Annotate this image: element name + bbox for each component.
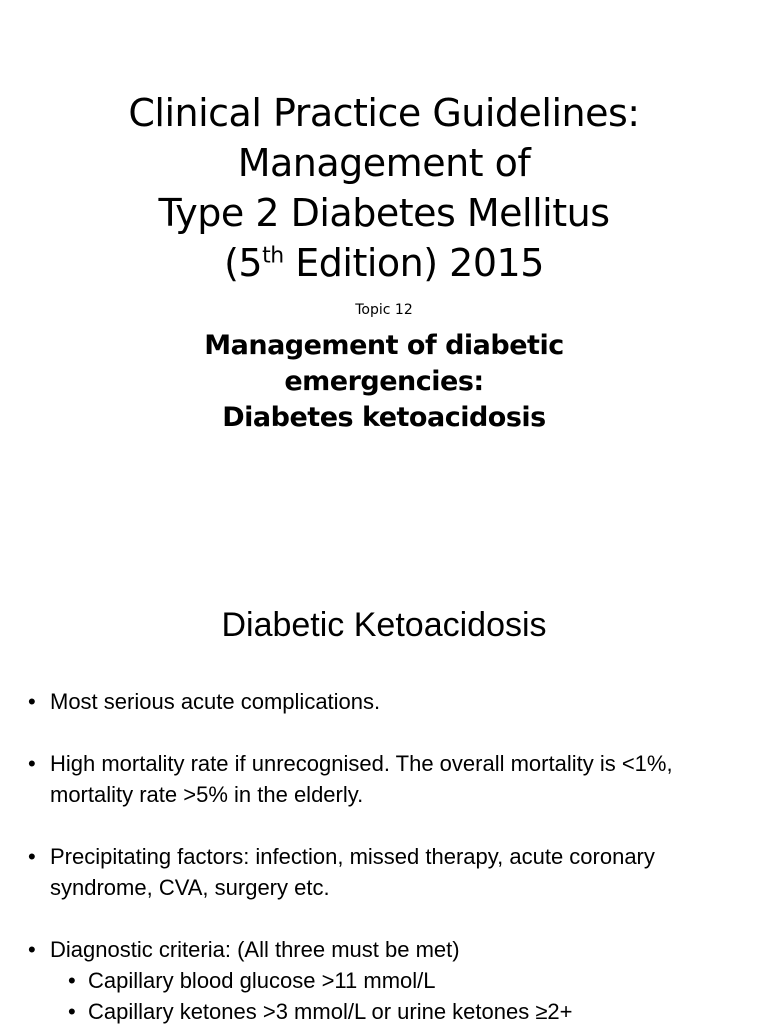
title-line-4-prefix: (5	[224, 241, 263, 285]
sub-bullet-list	[50, 965, 728, 1024]
title-line-1: Clinical Practice Guidelines:	[128, 91, 640, 135]
title-line-2: Management of	[237, 141, 531, 185]
subtitle-line-1: Management of diabetic	[204, 330, 564, 361]
bullet-item: • Most serious acute complications.	[28, 686, 728, 717]
bullet-item: • Precipitating factors: infection, missed therapy, acute coronary syndrome, CVA, surgery etc.	[28, 841, 728, 903]
subtitle-line-3: Diabetes ketoacidosis	[222, 402, 546, 433]
subtitle-line-2: emergencies:	[284, 366, 484, 397]
slide1-subtitle	[0, 328, 768, 436]
slide1-title	[0, 88, 768, 288]
sub-bullet-item: • Capillary ketones >3 mmol/L or urine ketones ≥2+	[50, 996, 728, 1024]
title-line-4-suffix: Edition) 2015	[283, 241, 544, 285]
bullet-item-with-subitems	[28, 934, 728, 1024]
title-line-3: Type 2 Diabetes Mellitus	[158, 191, 610, 235]
title-line-4-superscript: th	[262, 243, 284, 269]
bullet-item-text: • Diagnostic criteria: (All three must be met)	[50, 937, 460, 962]
bullet-item: • High mortality rate if unrecognised. The overall mortality is <1%, mortality rate >5% in the elderly.	[28, 748, 728, 810]
sub-bullet-item: • Capillary blood glucose >11 mmol/L	[50, 965, 728, 996]
slide2-title: Diabetic Ketoacidosis	[221, 606, 547, 644]
topic-label: Topic 12	[355, 302, 413, 318]
title-line-4	[0, 238, 768, 288]
bullet-list	[28, 686, 728, 1024]
